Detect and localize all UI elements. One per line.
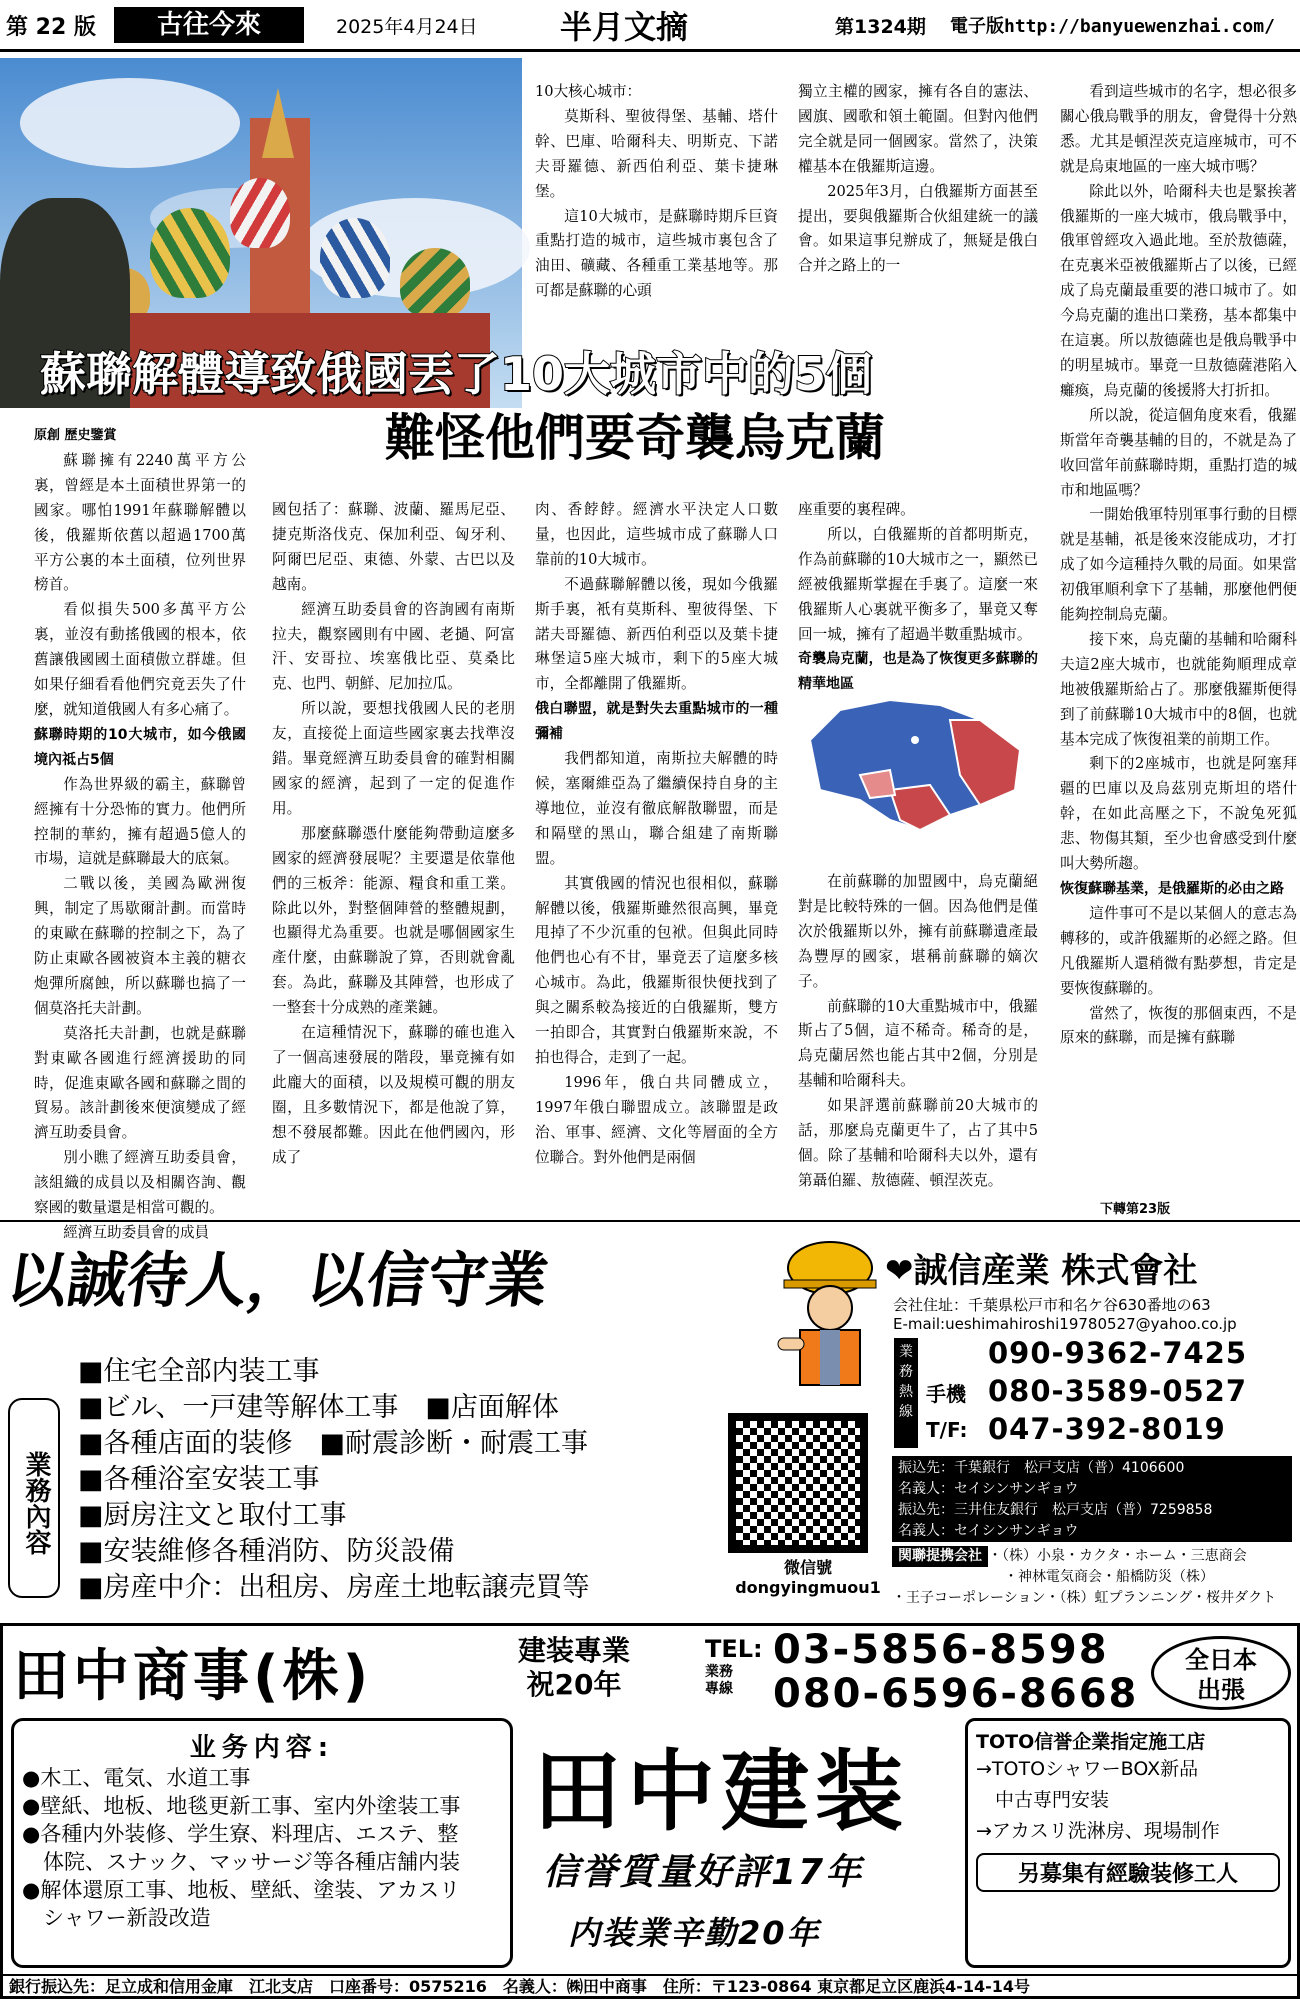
wechat-qr-code[interactable] bbox=[728, 1413, 868, 1553]
anniversary-tag bbox=[518, 1634, 630, 1702]
company-name bbox=[885, 1243, 1197, 1292]
fax-label: T/F: bbox=[926, 1418, 968, 1442]
article-column-3a bbox=[535, 80, 778, 342]
headline-sub: 難怪他們要奇襲烏克蘭 bbox=[385, 409, 885, 467]
tel-labels bbox=[705, 1634, 763, 1698]
phone-number[interactable]: 03-5856-8598 bbox=[773, 1627, 1109, 1673]
paragraph: 一開始俄軍特別軍事行動的目標就是基輔，祇是後來沒能成功，才打成了如今這種持久戰的局面。如果當初俄軍順利拿下了基輔，那麼他們便能夠控制烏克蘭。 bbox=[1060, 506, 1297, 624]
paragraph: 如果評選前蘇聯前20大城市的話，那麼烏克蘭更牛了，占了其中5個。除了基輔和哈爾科夫以外，還有第聶伯羅、敖德薩、頓涅茨克。 bbox=[798, 1097, 1038, 1189]
list-item: ●解体還原工事、地板、壁紙、塗装、アカスリ bbox=[22, 1878, 461, 1902]
paragraph: 經濟互助委員會的成員 bbox=[63, 1224, 210, 1241]
paragraph: 除此以外，哈爾科夫也是緊挨著俄羅斯的一座大城市，俄烏戰爭中，俄軍曾經攻入過此地。至於敖德薩，在克裏米亞被俄羅斯占了以後，已經成了烏克蘭最重要的港口城市了。如今烏克蘭的進出口業務，基本都集中在這裏。所以敖德薩也是俄烏戰爭中的明星城市。畢竟一旦敖德薩港陷入癱瘓，烏克蘭的後援將大打折扣。 bbox=[1060, 182, 1297, 399]
badge-line: 出張 bbox=[1197, 1676, 1245, 1704]
business-title: 业务内容: bbox=[189, 1733, 335, 1763]
phone-number-2[interactable]: 080-3589-0527 bbox=[988, 1374, 1248, 1408]
heart-logo-icon: ❤ bbox=[885, 1251, 914, 1291]
bank-line: 振込先：三井住友銀行 松戸支店（普）7259858 bbox=[898, 1502, 1213, 1518]
tanaka-company-name: 田中商事(株) bbox=[13, 1644, 373, 1709]
paragraph: 看到這些城市的名字，想必很多關心俄烏戰爭的朋友，會覺得十分熟悉。尤其是頓涅茨克這座城市，可不就是烏東地區的一座大城市嗎？ bbox=[1060, 83, 1297, 175]
paragraph: 作為世界級的霸主，蘇聯曾經擁有十分恐怖的實力。他們所控制的華約，擁有超過5億人的市場，這就是蘇聯最大的底氣。 bbox=[34, 775, 246, 868]
bank-line: 振込先：千葉銀行 松戸支店（普）4106600 bbox=[898, 1460, 1185, 1476]
email-text[interactable]: E-mail:ueshimahiroshi19780527@yahoo.co.jp bbox=[893, 1315, 1237, 1333]
wechat-id: dongyingmuou1 bbox=[735, 1578, 881, 1597]
newspaper-name: 半月文摘 bbox=[560, 8, 689, 46]
list-item: ●木工、電気、水道工事 bbox=[22, 1766, 251, 1790]
phone-number[interactable]: 080-6596-8668 bbox=[773, 1671, 1139, 1717]
list-item: ■住宅全部内装工事 bbox=[78, 1356, 320, 1387]
brand-slogan-2: 内装業辛勤20年 bbox=[568, 1914, 821, 1952]
list-item: →アカスリ洗淋房、現場制作 bbox=[976, 1820, 1220, 1842]
paragraph: 剩下的2座城市，也就是阿塞拜疆的巴庫以及烏茲別克斯坦的塔什幹，在如此高壓之下，不說兔死狐悲、物傷其類，至少也會感受到什麼叫大勢所趨。 bbox=[1060, 755, 1297, 873]
paragraph: 莫洛托夫計劃，也就是蘇聯對東歐各國進行經濟援助的同時，促進東歐各國和蘇聯之間的貿易。該計劃後來便演變成了經濟互助委員會。 bbox=[34, 1024, 246, 1142]
edition-url[interactable]: 電子版http://banyuewenzhai.com/ bbox=[950, 16, 1275, 37]
service-list bbox=[78, 1354, 590, 1606]
issue-date: 2025年4月24日 bbox=[336, 16, 478, 38]
article-column-1 bbox=[34, 424, 246, 1241]
paragraph: 不過蘇聯解體以後，現如今俄羅斯手裏，衹有莫斯科、聖彼得堡、下諾夫哥羅德、新西伯利亞以及葉卡捷琳堡這5座大城市，剩下的5座大城市，全都離開了俄羅斯。 bbox=[535, 575, 778, 693]
address-text: 会社住址：千葉県松戸市和名ケ谷630番地の63 bbox=[893, 1296, 1211, 1314]
article-column-5 bbox=[1060, 80, 1297, 1196]
page-number: 第 22 版 bbox=[6, 15, 96, 40]
business-content-label: 業務內容 bbox=[8, 1398, 60, 1598]
tanaka-shoji-ad bbox=[0, 1623, 1300, 1999]
page-header bbox=[0, 0, 1300, 52]
paragraph: 肉、香餑餑。經濟水平決定人口數量，也因此，這些城市成了蘇聯人口靠前的10大城市。 bbox=[535, 501, 778, 568]
paragraph: 2025年3月，白俄羅斯方面甚至提出，要與俄羅斯合伙組建統一的議會。如果這事兒辦成了，無疑是俄白合并之路上的一 bbox=[798, 182, 1038, 275]
related-tag: 関聯提携会社 bbox=[892, 1546, 988, 1567]
paragraph: 前蘇聯的10大重點城市中，俄羅斯占了5個，這不稀奇。稀奇的是，烏克蘭居然也能占其中2個，分別是基輔和哈爾科夫。 bbox=[798, 997, 1038, 1090]
mobile-label: 手機 bbox=[926, 1382, 966, 1406]
paragraph: 原創 歷史鑒賞 bbox=[34, 428, 117, 443]
nationwide-badge bbox=[1151, 1636, 1291, 1710]
subheading: 恢復蘇聯基業，是俄羅斯的必由之路 bbox=[1060, 881, 1284, 897]
paragraph: 接下來，烏克蘭的基輔和哈爾科夫這2座大城市，也就能夠順理成章地被俄羅斯給占了。那麼俄羅斯便得到了前蘇聯10大城市中的8個，也就基本完成了恢復祖業的前期工作。 bbox=[1060, 630, 1297, 748]
related-company: ・（株）小泉・カクタ・ホーム・三恵商会 bbox=[988, 1548, 1247, 1564]
bank-line: 名義人：セイシンサンギョウ bbox=[898, 1523, 1079, 1539]
wechat-label-title: 微信號 bbox=[783, 1558, 832, 1577]
paragraph: 所以，白俄羅斯的首都明斯克，作為前蘇聯的10大城市之一，顯然已經被俄羅斯掌握在手裏了。這麼一來俄羅斯人心裏就平衡多了，畢竟又奪回一城，擁有了超過半數重點城市。 bbox=[798, 525, 1038, 643]
divider bbox=[0, 1220, 1300, 1222]
article-column-2 bbox=[272, 498, 515, 1214]
toto-title: TOTO信誉企業指定施工店 bbox=[976, 1731, 1206, 1753]
hotline-label: 業務熱線 bbox=[894, 1338, 918, 1448]
phone-block bbox=[888, 1336, 1296, 1454]
brand-name: 田中建装 bbox=[533, 1740, 910, 1843]
paragraph: 這10大城市，是蘇聯時期斥巨資重點打造的城市，這些城市裏包含了油田、礦藏、各種重工業基地等。那可都是蘇聯的心頭 bbox=[535, 207, 778, 300]
list-item: ■各種店面的装修 ■耐震診断・耐震工事 bbox=[78, 1428, 589, 1459]
related-companies bbox=[892, 1546, 1297, 1609]
subheading: 俄白聯盟，就是對失去重點城市的一種彌補 bbox=[535, 701, 778, 743]
article-column-3b bbox=[535, 498, 778, 1214]
phone-number-3[interactable]: 047-392-8019 bbox=[988, 1412, 1226, 1446]
paragraph: 二戰以後，美國為歐洲復興，制定了馬歇爾計劃。而當時的東歐在蘇聯的控制之下，為了防止東歐各國被資本主義的糖衣炮彈所腐蝕，所以蘇聯也搞了一個莫洛托夫計劃。 bbox=[34, 875, 246, 1017]
construction-worker-icon bbox=[770, 1238, 890, 1398]
paragraph: 別小瞧了經濟互助委員會，該組織的成員以及相關咨詢、觀察國的數量還是相當可觀的。 bbox=[34, 1149, 246, 1217]
paragraph: 在這種情況下，蘇聯的確也進入了一個高速發展的階段，畢竟擁有如此龐大的面積，以及規模可觀的朋友圈，且多數情況下，都是他說了算，想不發展都難。因此在他們國內，形成了 bbox=[272, 1024, 515, 1166]
paragraph: 其實俄國的情況也很相似，蘇聯解體以後，俄羅斯雖然很高興，畢竟甩掉了不少沉重的包袱。但與此同時他們也心有不甘，畢竟丟了這麼多核心城市。為此，俄羅斯很快便找到了與之關系較為接近的白俄羅斯，雙方一拍即合，其實對白俄羅斯來說，不拍也得合，走到了一起。 bbox=[535, 874, 778, 1066]
list-item: →TOTOシャワーBOX新品 bbox=[976, 1758, 1199, 1780]
seishin-sangyo-ad bbox=[0, 1228, 1300, 1620]
badge-line: 全日本 bbox=[1185, 1646, 1257, 1674]
related-company: ・神林電気商会・船橋防災（株） bbox=[1004, 1569, 1214, 1585]
list-item: ■厨房注文と取付工事 bbox=[78, 1500, 347, 1531]
tag-line: 建装專業 bbox=[518, 1634, 631, 1667]
list-item: ■安装維修各種消防、防災設備 bbox=[78, 1536, 455, 1567]
paragraph: 那麼蘇聯憑什麼能夠帶動這麼多國家的經濟發展呢？主要還是依靠他們的三板斧：能源、糧食和重工業。除此以外，對整個陣營的整體規劃，也顯得尤為重要。也就是哪個國家生產什麼，由蘇聯說了算，否則就會亂套。為此，蘇聯及其陣營，也形成了一整套十分成熟的產業鏈。 bbox=[272, 824, 515, 1017]
recruit-banner: 另募集有經驗装修工人 bbox=[976, 1853, 1280, 1892]
paragraph: 蘇聯擁有2240萬平方公裏，曾經是本土面積世界第一的國家。哪怕1991年蘇聯解體以後，俄羅斯依舊以超過1700萬平方公裏的本土面積，位列世界榜首。 bbox=[34, 451, 246, 594]
paragraph: 1996年，俄白共同體成立，1997年俄白聯盟成立。該聯盟是政治、軍事、經濟、文化等層面的全方位聯合。對外他們是兩個 bbox=[535, 1073, 778, 1166]
list-item: ■各種浴室安装工事 bbox=[78, 1464, 320, 1495]
wechat-label bbox=[728, 1558, 888, 1598]
list-item: シャワー新設改造 bbox=[22, 1906, 211, 1930]
paragraph: 當然了，恢復的那個東西，不是原來的蘇聯，而是擁有蘇聯 bbox=[1060, 1004, 1297, 1047]
article-column-4c bbox=[798, 870, 1038, 1214]
paragraph: 獨立主權的國家，擁有各自的憲法、國旗、國歌和領土範圍。但對內他們完全就是同一個國家。當然了，決策權基本在俄羅斯這邊。 bbox=[798, 83, 1038, 175]
subheading: 蘇聯時期的10大城市，如今俄國境內祗占5個 bbox=[34, 726, 246, 768]
headline-main: 蘇聯解體導致俄國丟了10大城市中的5個 bbox=[40, 347, 873, 401]
paragraph: 這件事可不是以某個人的意志為轉移的，或許俄羅斯的必經之路。但凡俄羅斯人還稍微有點夢想，肯定是要恢復蘇聯的。 bbox=[1060, 904, 1297, 997]
paragraph: 經濟互助委員會的咨詢國有南斯拉夫，觀察國則有中國、老撾、阿富汗、安哥拉、埃塞俄比亞、莫桑比克、也門、朝鮮、尼加拉瓜。 bbox=[272, 600, 515, 693]
brand-slogan-1: 信誉質量好評17年 bbox=[543, 1852, 864, 1893]
article-column-4a bbox=[798, 80, 1038, 300]
list-item: ■ビル、一戸建等解体工事 ■店面解体 bbox=[78, 1392, 559, 1423]
list-item: ■房産中介：出租房、房産土地転譲売買等 bbox=[78, 1572, 590, 1603]
list-item: ●壁紙、地板、地毯更新工事、室内外塗装工事 bbox=[22, 1794, 461, 1818]
paragraph: 所以說，從這個角度來看，俄羅斯當年奇襲基輔的目的，不就是為了收回當年前蘇聯時期，重點打造的城市和地區嗎？ bbox=[1060, 406, 1297, 499]
business-list bbox=[11, 1718, 513, 1968]
ukraine-map bbox=[800, 680, 1030, 845]
company-name-text: 誠信産業 株式會社 bbox=[913, 1251, 1198, 1291]
bank-footer: 銀行振込先：足立成和信用金庫 江北支店 口座番号：0575216 名義人：㈱田中商事 住所：〒123-0864 東京都足立区鹿浜4-14-14号 bbox=[3, 1974, 1297, 1996]
paragraph: 看似損失500多萬平方公裏，並沒有動搖俄國的根本，依舊讓俄國國土面積傲立群雄。但如果仔細看看他們究竟丟失了什麼，就知道俄國人有多心痛了。 bbox=[34, 601, 246, 718]
tag-line: 祝20年 bbox=[526, 1668, 622, 1701]
continued-note: 下轉第23版 bbox=[1100, 1202, 1171, 1217]
bank-line: 名義人：セイシンサンギョウ bbox=[898, 1481, 1079, 1497]
paragraph: 所以說，要想找俄國人民的老朋友，直接從上面這些國家裏去找準沒錯。畢竟經濟互助委員會的確對相關國家的經濟，起到了一定的促進作用。 bbox=[272, 700, 515, 817]
list-item: ●各種内外装修、学生寮、料理店、エステ、整 bbox=[22, 1822, 459, 1846]
related-company: ・王子コーポレーション・（株）虹プランニング・桜井ダクト bbox=[892, 1590, 1277, 1606]
phone-number-1[interactable]: 090-9362-7425 bbox=[988, 1336, 1248, 1370]
tanaka-phones bbox=[773, 1628, 1138, 1716]
paragraph: 在前蘇聯的加盟國中，烏克蘭絕對是比較特殊的一個。因為他們是僅次於俄羅斯以外，擁有前蘇聯遺產最為豐厚的國家，堪稱前蘇聯的嫡次子。 bbox=[798, 873, 1038, 990]
list-item: 中古専門安装 bbox=[976, 1789, 1110, 1811]
toto-box bbox=[965, 1718, 1291, 1968]
subheading: 奇襲烏克蘭，也是為了恢復更多蘇聯的精華地區 bbox=[798, 651, 1038, 693]
paragraph: 10大核心城市： bbox=[535, 83, 642, 100]
hotline-label: 業務 bbox=[705, 1664, 733, 1680]
tel-label: TEL: bbox=[705, 1635, 763, 1663]
issue-number: 第1324期 bbox=[835, 16, 926, 38]
hotline-label: 專線 bbox=[705, 1681, 733, 1697]
section-title: 古往今來 bbox=[114, 7, 304, 43]
ad-slogan: 以誠待人，以信守業 bbox=[2, 1246, 553, 1316]
paragraph: 我們都知道，南斯拉夫解體的時候，塞爾維亞為了繼續保持自身的主導地位，並沒有徹底解散聯盟，而是和隔壁的黑山，聯合組建了南斯聯盟。 bbox=[535, 750, 778, 867]
bank-info bbox=[892, 1456, 1292, 1542]
company-address bbox=[893, 1296, 1237, 1334]
article-column-4b bbox=[798, 498, 1038, 693]
paragraph: 座重要的裏程碑。 bbox=[798, 501, 915, 518]
paragraph: 莫斯科、聖彼得堡、基輔、塔什幹、巴庫、哈爾科夫、明斯克、下諾夫哥羅德、新西伯利亞、葉卡捷琳堡。 bbox=[535, 107, 778, 200]
list-item: 体院、スナック、マッサージ等各種店舗内装 bbox=[22, 1850, 461, 1874]
paragraph: 國包括了：蘇聯、波蘭、羅馬尼亞、捷克斯洛伐克、保加利亞、匈牙利、阿爾巴尼亞、東德、外蒙、古巴以及越南。 bbox=[272, 501, 515, 593]
